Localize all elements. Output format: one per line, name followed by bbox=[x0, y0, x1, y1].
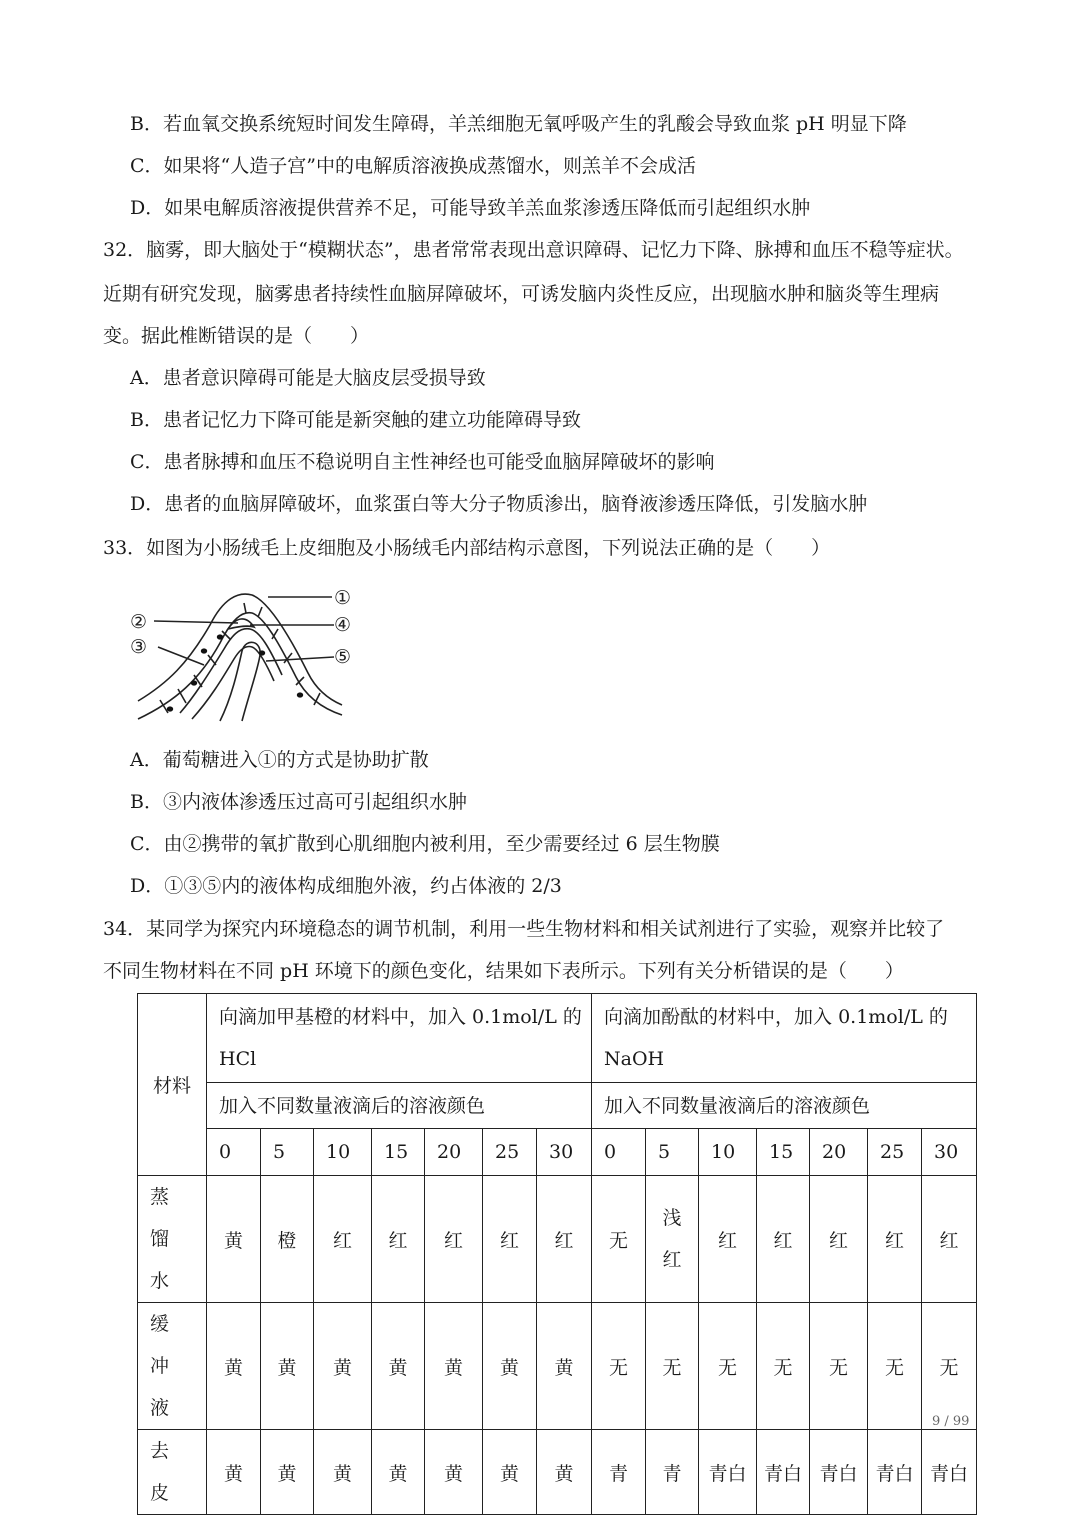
color-cell: 黄 bbox=[425, 1430, 483, 1515]
material-header-cell bbox=[138, 994, 207, 1176]
color-cell: 无 bbox=[592, 1176, 646, 1303]
q33-option-d: D．①③⑤内的液体构成细胞外液，约占体液的 2/3 bbox=[130, 875, 562, 897]
q32-stem-line1: 32．脑雾，即大脑处于“模糊状态”，患者常常表现出意识障碍、记忆力下降、脉搏和血压不稳等症状。 bbox=[103, 239, 964, 261]
q33-option-a: A．葡萄糖进入①的方式是协助扩散 bbox=[130, 749, 429, 771]
color-cell: 黄 bbox=[261, 1430, 314, 1515]
hcl-header-line1: 向滴加甲基橙的材料中，加入 0.1mol/L 的 bbox=[219, 1006, 582, 1028]
color-cell: 青 bbox=[592, 1430, 646, 1515]
color-cell: 红 bbox=[810, 1176, 868, 1303]
row-label-line1: 去 皮 bbox=[150, 1440, 189, 1504]
q33-option-c: C．由②携带的氧扩散到心肌细胞内被利用，至少需要经过 6 层生物膜 bbox=[130, 833, 720, 855]
color-cell: 黄 bbox=[483, 1303, 537, 1430]
hcl-group-header bbox=[207, 994, 592, 1083]
color-cell: 无 bbox=[592, 1303, 646, 1430]
q32-option-b: B．患者记忆力下降可能是新突触的建立功能障碍导致 bbox=[130, 409, 581, 431]
q31-option-b: B．若血氧交换系统短时间发生障碍，羊羔细胞无氧呼吸产生的乳酸会导致血浆 pH 明显下降 bbox=[130, 113, 907, 135]
color-cell: 橙 bbox=[261, 1176, 314, 1303]
color-cell: 红 bbox=[425, 1176, 483, 1303]
color-cell: 黄 bbox=[261, 1303, 314, 1430]
color-cell: 青白 bbox=[699, 1430, 757, 1515]
row-label-line1: 缓 冲 bbox=[150, 1313, 189, 1377]
color-cell: 无 bbox=[646, 1303, 699, 1430]
drops-cell: 15 bbox=[757, 1129, 810, 1176]
color-cell: 黄 bbox=[207, 1176, 261, 1303]
q32-stem-line2: 近期有研究发现，脑雾患者持续性血脑屏障破坏，可诱发脑内炎性反应，出现脑水肿和脑炎等生理病 bbox=[103, 283, 940, 305]
color-cell: 红 bbox=[868, 1176, 922, 1303]
color-cell: 无 bbox=[922, 1303, 977, 1430]
row-label-peeled bbox=[138, 1430, 207, 1515]
q33-stem: 33．如图为小肠绒毛上皮细胞及小肠绒毛内部结构示意图，下列说法正确的是（ ） bbox=[103, 537, 831, 559]
drops-cell: 20 bbox=[810, 1129, 868, 1176]
color-cell: 红 bbox=[483, 1176, 537, 1303]
naoh-group-header bbox=[592, 994, 977, 1083]
color-cell: 黄 bbox=[425, 1303, 483, 1430]
drops-cell: 0 bbox=[592, 1129, 646, 1176]
figure-label-1: ① bbox=[334, 587, 352, 609]
color-cell: 黄 bbox=[372, 1430, 425, 1515]
color-cell: 黄 bbox=[372, 1303, 425, 1430]
figure-label-5: ⑤ bbox=[334, 646, 352, 668]
color-cell: 无 bbox=[757, 1303, 810, 1430]
q34-stem-line2: 不同生物材料在不同 pH 环境下的颜色变化，结果如下表所示。下列有关分析错误的是（ ） bbox=[103, 960, 904, 982]
color-cell: 黄 bbox=[207, 1430, 261, 1515]
color-cell: 红 bbox=[314, 1176, 372, 1303]
naoh-sub-header: 加入不同数量液滴后的溶液颜色 bbox=[592, 1083, 977, 1129]
drops-header-row bbox=[138, 1129, 977, 1176]
q31-option-c: C．如果将“人造子宫”中的电解质溶液换成蒸馏水，则羔羊不会成活 bbox=[130, 155, 696, 177]
figure-label-2: ② bbox=[130, 611, 148, 633]
q33-option-b: B．③内液体渗透压过高可引起组织水肿 bbox=[130, 791, 467, 813]
naoh-header-line1: 向滴加酚酞的材料中，加入 0.1mol/L 的 bbox=[604, 1006, 948, 1028]
row-label-line2: 液 bbox=[150, 1397, 170, 1419]
figure-label-3: ③ bbox=[130, 636, 148, 658]
color-cell: 青白 bbox=[757, 1430, 810, 1515]
page-number: 9 / 99 bbox=[932, 1414, 970, 1429]
q32-option-c: C．患者脉搏和血压不稳说明自主性神经也可能受血脑屏障破坏的影响 bbox=[130, 451, 715, 473]
drops-cell: 20 bbox=[425, 1129, 483, 1176]
drops-cell: 30 bbox=[922, 1129, 977, 1176]
q31-option-d: D．如果电解质溶液提供营养不足，可能导致羊羔血浆渗透压降低而引起组织水肿 bbox=[130, 197, 811, 219]
color-cell: 无 bbox=[699, 1303, 757, 1430]
drops-cell: 25 bbox=[483, 1129, 537, 1176]
q32-stem-line3: 变。据此椎断错误的是（ ） bbox=[103, 325, 370, 347]
drops-cell: 10 bbox=[314, 1129, 372, 1176]
drops-cell: 0 bbox=[207, 1129, 261, 1176]
color-cell: 青白 bbox=[922, 1430, 977, 1515]
color-cell: 浅 红 bbox=[646, 1176, 699, 1303]
results-table bbox=[137, 993, 977, 1515]
table-row bbox=[138, 1303, 977, 1430]
color-cell: 青白 bbox=[810, 1430, 868, 1515]
drops-cell: 30 bbox=[537, 1129, 592, 1176]
table-row bbox=[138, 1430, 977, 1515]
figure-label-4: ④ bbox=[334, 614, 352, 636]
q32-option-a: A．患者意识障碍可能是大脑皮层受损导致 bbox=[130, 367, 486, 389]
color-cell: 无 bbox=[810, 1303, 868, 1430]
row-label-line2: 水 bbox=[150, 1270, 170, 1292]
color-cell: 青 bbox=[646, 1430, 699, 1515]
drops-cell: 5 bbox=[646, 1129, 699, 1176]
color-cell: 黄 bbox=[483, 1430, 537, 1515]
color-cell: 红 bbox=[699, 1176, 757, 1303]
material-header: 材料 bbox=[152, 1075, 191, 1097]
color-cell: 黄 bbox=[537, 1303, 592, 1430]
q34-stem-line1: 34．某同学为探究内环境稳态的调节机制，利用一些生物材料和相关试剂进行了实验，观察并比较了 bbox=[103, 918, 945, 940]
color-cell: 红 bbox=[757, 1176, 810, 1303]
color-cell: 红 bbox=[922, 1176, 977, 1303]
drops-cell: 15 bbox=[372, 1129, 425, 1176]
color-cell: 黄 bbox=[314, 1430, 372, 1515]
drops-cell: 10 bbox=[699, 1129, 757, 1176]
color-cell: 黄 bbox=[207, 1303, 261, 1430]
row-label-distilled-water bbox=[138, 1176, 207, 1303]
color-cell: 红 bbox=[372, 1176, 425, 1303]
naoh-header-line2: NaOH bbox=[604, 1048, 665, 1070]
row-label-line1: 蒸 馏 bbox=[150, 1186, 189, 1250]
hcl-header-line2: HCl bbox=[219, 1048, 257, 1070]
color-cell: 黄 bbox=[537, 1430, 592, 1515]
table-row bbox=[138, 1176, 977, 1303]
color-cell: 无 bbox=[868, 1303, 922, 1430]
row-label-buffer bbox=[138, 1303, 207, 1430]
q32-option-d: D．患者的血脑屏障破坏，血浆蛋白等大分子物质渗出，脑脊液渗透压降低，引发脑水肿 bbox=[130, 493, 868, 515]
hcl-sub-header: 加入不同数量液滴后的溶液颜色 bbox=[207, 1083, 592, 1129]
intestinal-villus-diagram bbox=[128, 583, 368, 725]
color-cell: 黄 bbox=[314, 1303, 372, 1430]
color-cell: 红 bbox=[537, 1176, 592, 1303]
drops-cell: 5 bbox=[261, 1129, 314, 1176]
drops-cell: 25 bbox=[868, 1129, 922, 1176]
color-cell: 青白 bbox=[868, 1430, 922, 1515]
